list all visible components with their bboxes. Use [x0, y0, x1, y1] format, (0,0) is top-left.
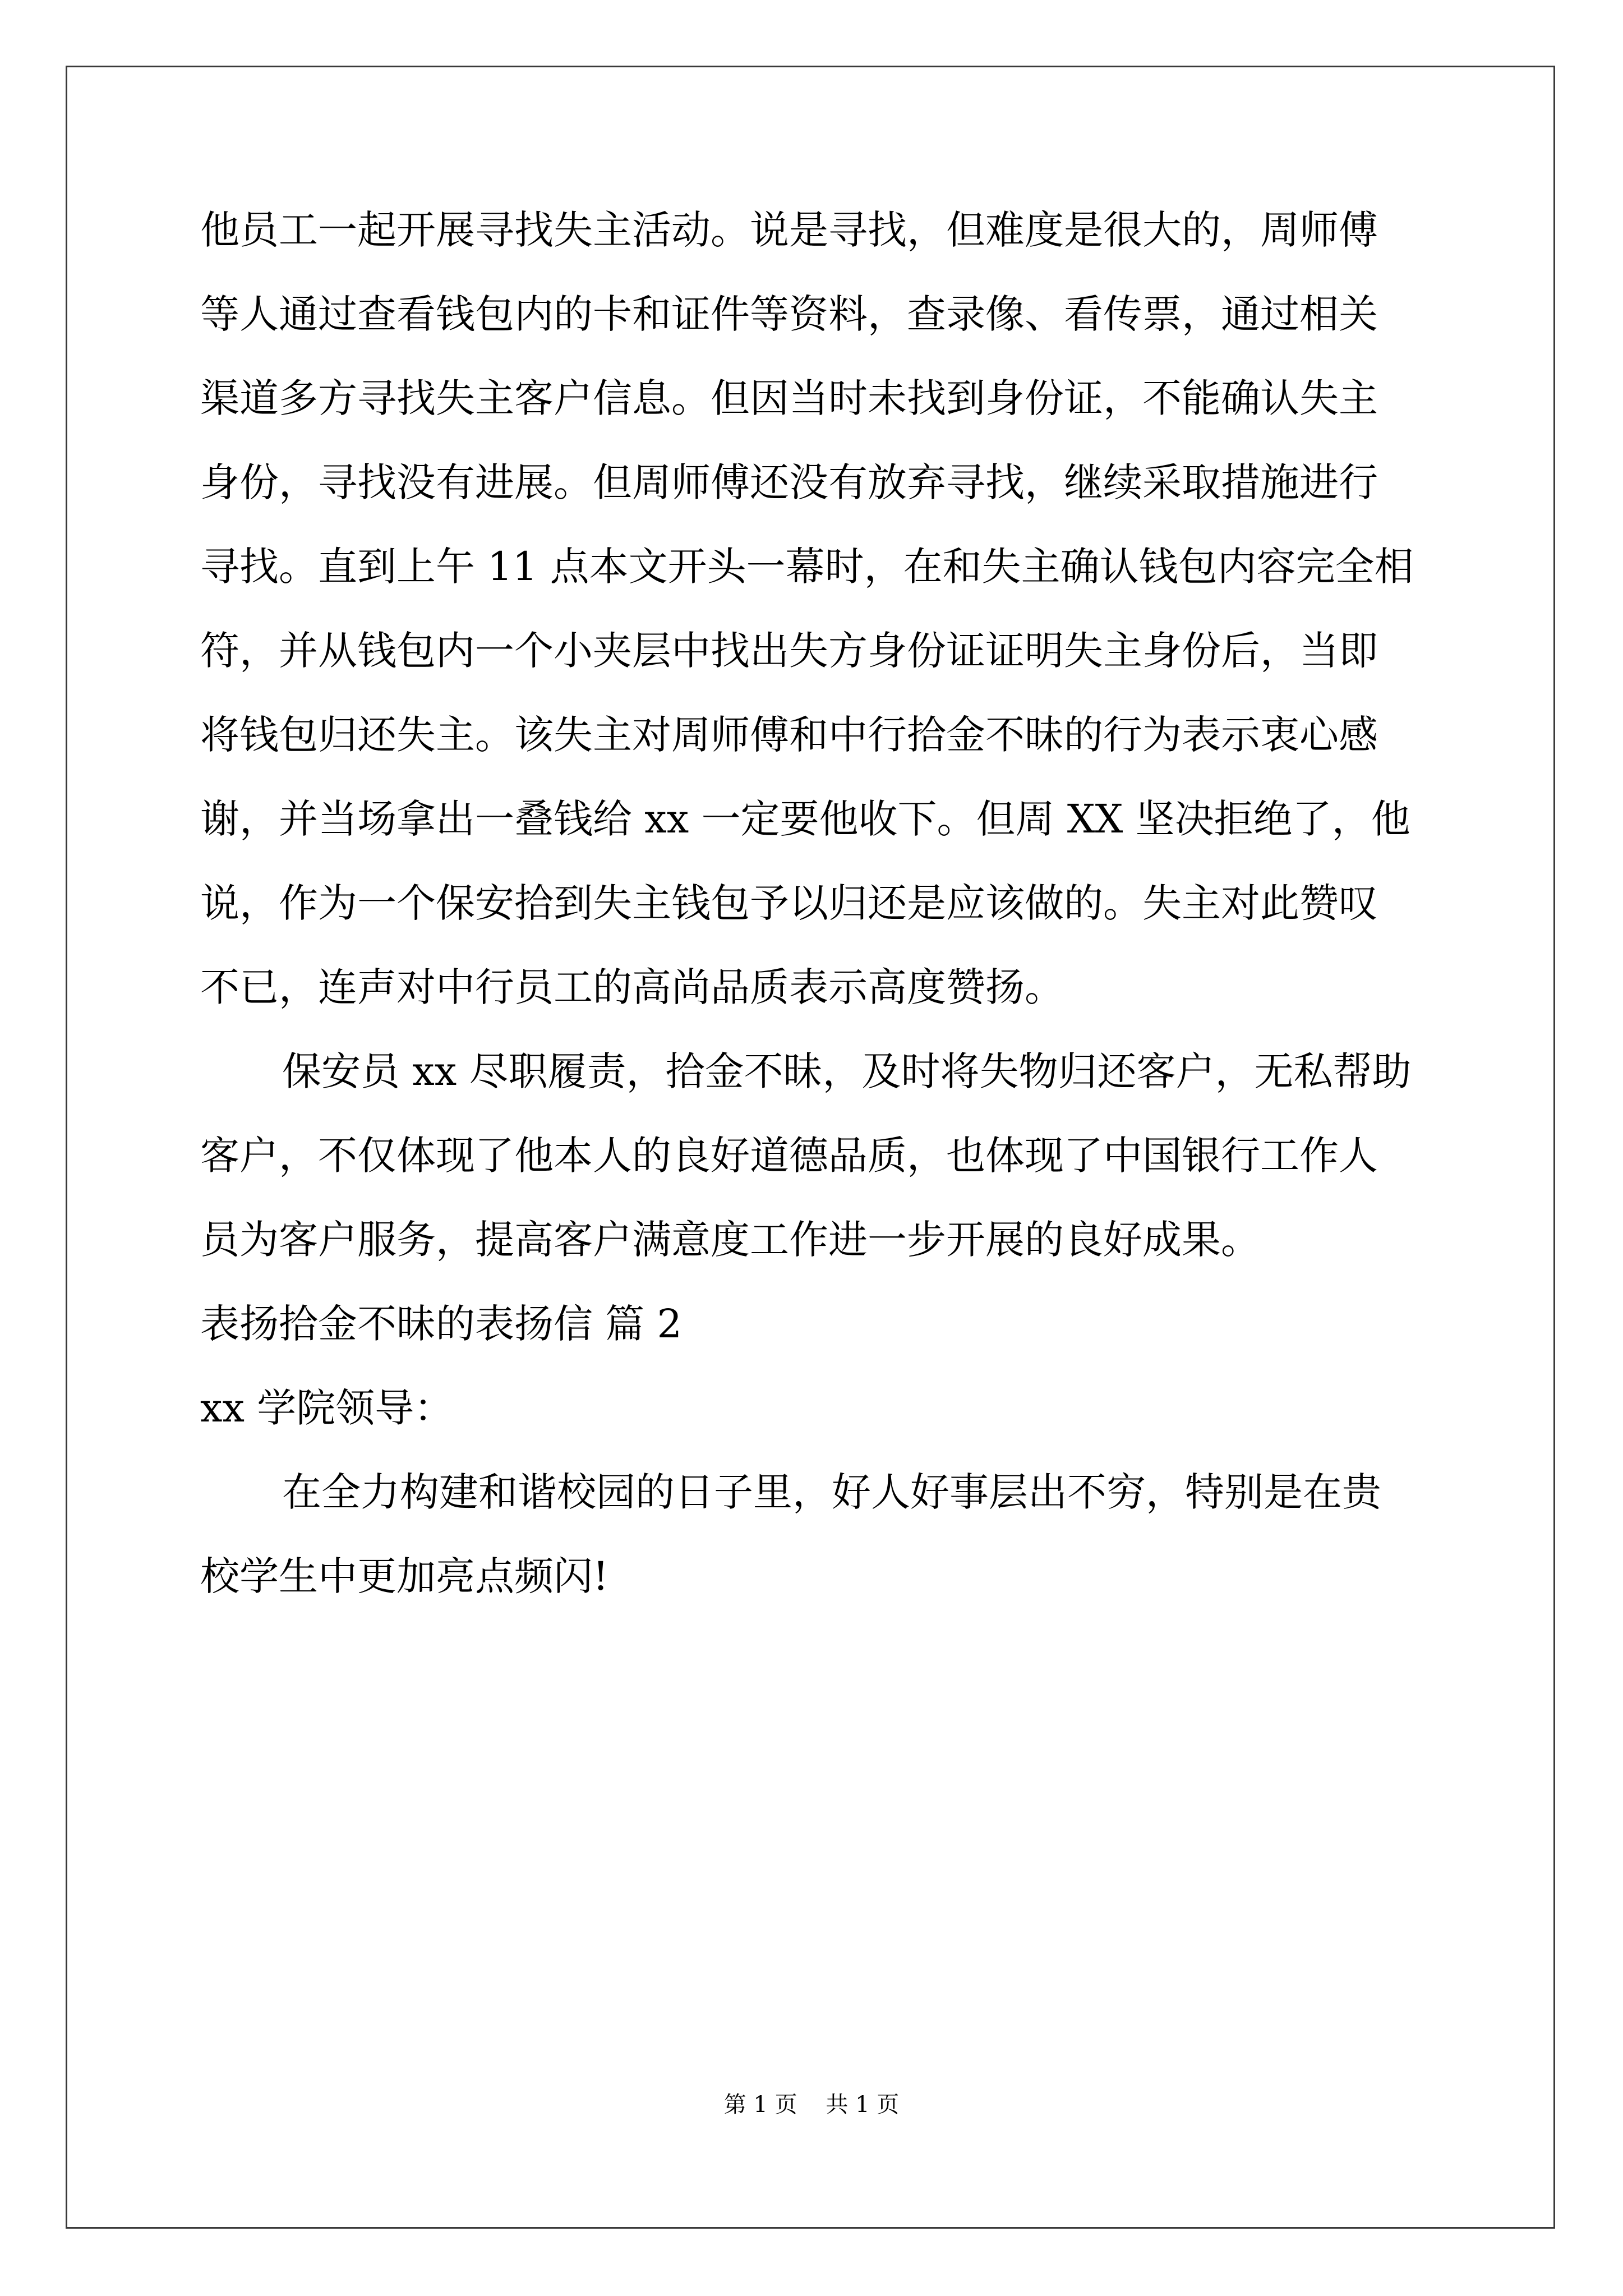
paragraph-line: 不已，连声对中行员工的高尚品质表示高度赞扬。	[200, 964, 1064, 1010]
page-footer: 第 1 页 共 1 页	[723, 2092, 900, 2118]
salutation: xx 学院领导：	[200, 1385, 454, 1431]
paragraph-line: 在全力构建和谐校园的日子里，好人好事层出不穷，特别是在贵	[282, 1469, 1381, 1515]
paragraph-line: 客户，不仅体现了他本人的良好道德品质，也体现了中国银行工作人	[200, 1133, 1378, 1179]
paragraph-line: 谢，并当场拿出一叠钱给 xx 一定要他收下。但周 XX 坚决拒绝了，他	[200, 796, 1410, 842]
paragraph-line: 寻找。直到上午 11 点本文开头一幕时，在和失主确认钱包内容完全相	[200, 544, 1414, 590]
paragraph-line: 将钱包归还失主。该失主对周师傅和中行拾金不昧的行为表示衷心感	[200, 712, 1378, 758]
paragraph-line: 他员工一起开展寻找失主活动。说是寻找，但难度是很大的，周师傅	[200, 207, 1378, 253]
paragraph-line: 渠道多方寻找失主客户信息。但因当时未找到身份证，不能确认失主	[200, 375, 1378, 421]
paragraph-line: 说，作为一个保安拾到失主钱包予以归还是应该做的。失主对此赞叹	[200, 880, 1378, 926]
section-heading: 表扬拾金不昧的表扬信 篇 2	[200, 1301, 683, 1347]
paragraph-line: 员为客户服务，提高客户满意度工作进一步开展的良好成果。	[200, 1217, 1260, 1263]
paragraph-line: 符，并从钱包内一个小夹层中找出失方身份证证明失主身份后，当即	[200, 628, 1378, 674]
paragraph-line: 身份，寻找没有进展。但周师傅还没有放弃寻找，继续采取措施进行	[200, 459, 1378, 505]
paragraph-line: 保安员 xx 尽职履责，拾金不昧，及时将失物归还客户，无私帮助	[282, 1048, 1412, 1094]
paragraph-line: 校学生中更加亮点频闪!	[200, 1553, 609, 1599]
paragraph-line: 等人通过查看钱包内的卡和证件等资料，查录像、看传票，通过相关	[200, 291, 1378, 337]
